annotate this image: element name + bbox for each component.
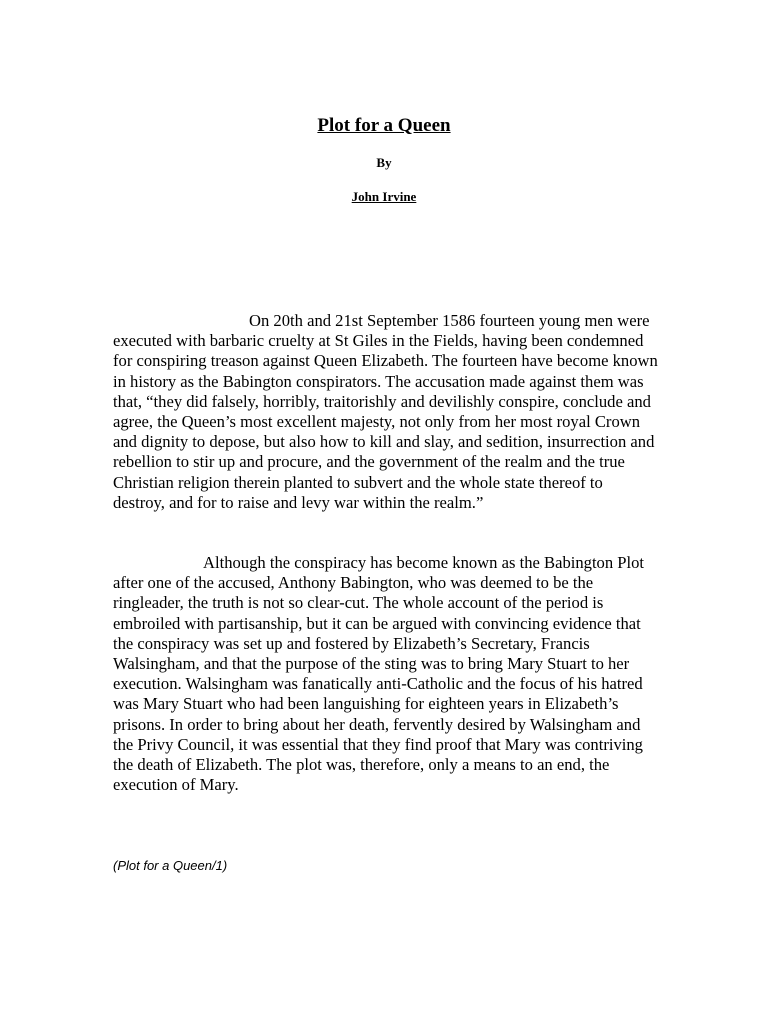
body-paragraph-2: Although the conspiracy has become known as the Babington Plot after one of the accused, Anthony Babington, who was deemed to be the ringleader, the truth is not so clear-cut. The whole account of the period is embroiled with partisanship, but it can be argued with convincing evidence that the conspiracy was set up and fostered by Elizabeth’s Secretary, Francis Walsingham, and that the purpose of the sting was to bring Mary Stuart to her execution. Walsingham was fanatically anti-Catholic and the focus of his hatred was Mary Stuart who had been languishing for eighteen years in Elizabeth’s prisons. In order to bring about her death, fervently desired by Walsingham and the Privy Council, it was essential that they find proof that Mary was contriving the death of Elizabeth. The plot was, therefore, only a means to an end, the execution of Mary. bbox=[113, 553, 645, 795]
page-footer: (Plot for a Queen/1) bbox=[113, 858, 228, 873]
by-label: By bbox=[376, 155, 392, 170]
author-name: John Irvine bbox=[351, 189, 417, 204]
document-title: Plot for a Queen bbox=[317, 115, 451, 136]
body-paragraph-1: On 20th and 21st September 1586 fourteen young men were executed with barbaric cruelty at St Giles in the Fields, having been condemned for conspiring treason against Queen Elizabeth. The fourteen have become known in history as the Babington conspirators. The accusation made against them was that, “they did falsely, horribly, traitorishly and devilishly conspire, conclude and agree, the Queen’s most excellent majesty, not only from her most royal Crown and dignity to depose, but also how to kill and slay, and sedition, insurrection and rebellion to stir up and procure, and the government of the realm and the true Christian religion therein planted to subvert and the whole state thereof to destroy, and for to raise and levy war within the realm.” bbox=[113, 311, 658, 512]
